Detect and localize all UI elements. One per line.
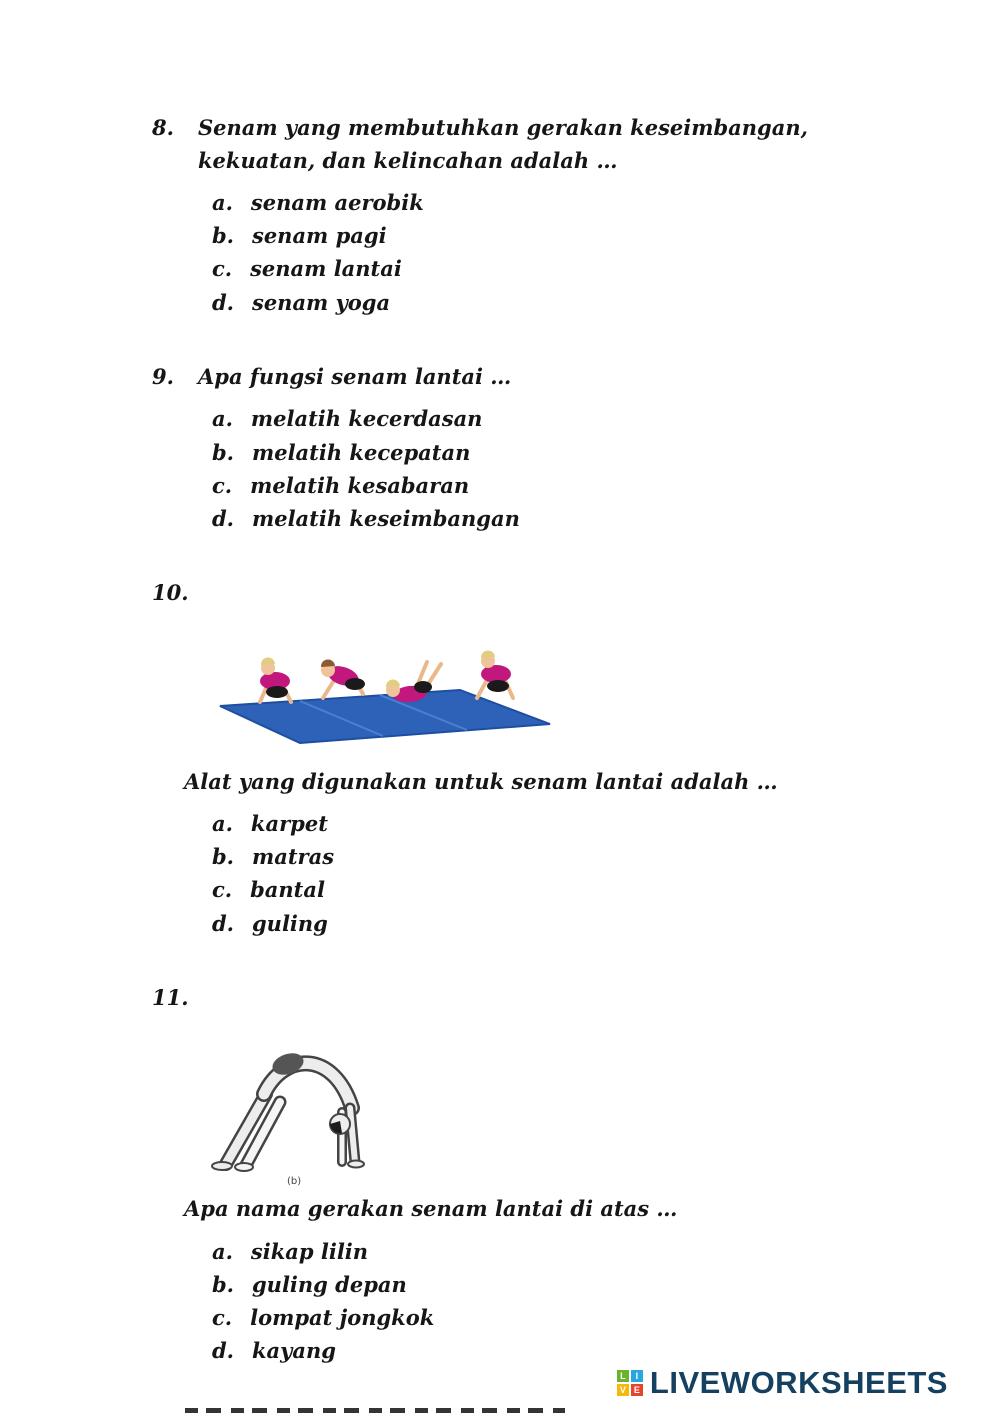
liveworksheets-grid-icon — [617, 1370, 643, 1396]
brand-text: LIVEWORKSHEETS — [649, 1365, 948, 1400]
option-label: matras — [252, 844, 335, 870]
logo-letter-i: I — [631, 1370, 643, 1382]
option-c[interactable] — [212, 1301, 872, 1334]
option-b[interactable] — [212, 219, 872, 252]
gymnastics-photo — [205, 624, 872, 748]
option-c[interactable] — [212, 469, 872, 502]
question-text: Senam yang membutuhkan gerakan keseimbangan, kekuatan, dan kelincahan adalah … — [198, 115, 808, 173]
image-caption: (b) — [287, 1176, 302, 1188]
option-letter: d. — [212, 289, 234, 315]
question-11 — [152, 982, 872, 1368]
option-letter: a. — [212, 406, 233, 432]
option-letter: b. — [212, 223, 234, 249]
option-letter: d. — [212, 1338, 234, 1364]
options-list — [212, 1235, 872, 1368]
option-label: melatih kecerdasan — [250, 406, 483, 432]
option-label: melatih keseimbangan — [252, 505, 520, 531]
option-label: guling depan — [252, 1272, 407, 1298]
option-d[interactable] — [212, 907, 872, 940]
option-d[interactable] — [212, 286, 872, 319]
kayang-bridge-line-drawing-image — [192, 1022, 407, 1172]
gymnastics-kids-on-blue-mat-image — [205, 624, 555, 744]
question-number: 8. — [152, 115, 174, 140]
question-number: 11. — [152, 984, 189, 1010]
option-letter: d. — [212, 910, 234, 936]
option-label: bantal — [250, 877, 325, 903]
logo-letter-l: L — [617, 1370, 629, 1382]
option-letter: a. — [212, 190, 233, 216]
option-label: senam pagi — [252, 223, 387, 249]
question-number: 9. — [152, 363, 174, 389]
option-letter: c. — [212, 256, 233, 282]
option-letter: a. — [212, 811, 233, 837]
option-label: guling — [252, 910, 328, 936]
option-a[interactable] — [212, 1235, 872, 1268]
option-letter: c. — [212, 877, 233, 903]
question-number: 10. — [152, 580, 189, 606]
option-letter: b. — [212, 844, 234, 870]
option-b[interactable] — [212, 840, 872, 873]
question-text: Alat yang digunakan untuk senam lantai adalah … — [184, 768, 778, 794]
option-d[interactable] — [212, 502, 872, 535]
option-label: senam aerobik — [250, 190, 424, 216]
option-letter: d. — [212, 505, 234, 531]
options-list — [212, 807, 872, 940]
kayang-drawing — [192, 1022, 872, 1187]
option-label: senam lantai — [250, 256, 402, 282]
questions-area — [152, 112, 872, 1410]
option-label: melatih kecepatan — [252, 439, 471, 465]
option-letter: a. — [212, 1238, 233, 1264]
option-label: sikap lilin — [250, 1238, 369, 1264]
option-label: karpet — [250, 811, 328, 837]
option-label: melatih kesabaran — [250, 472, 470, 498]
option-letter: b. — [212, 1272, 234, 1298]
question-10 — [152, 577, 872, 940]
option-label: kayang — [252, 1338, 336, 1364]
question-text: Apa nama gerakan senam lantai di atas … — [184, 1196, 678, 1222]
option-c[interactable] — [212, 873, 872, 906]
liveworksheets-logo[interactable] — [617, 1365, 948, 1401]
options-list — [212, 402, 872, 535]
question-8 — [152, 112, 872, 319]
options-list — [212, 186, 872, 319]
option-a[interactable] — [212, 807, 872, 840]
option-c[interactable] — [212, 252, 872, 285]
option-b[interactable] — [212, 1268, 872, 1301]
option-letter: b. — [212, 439, 234, 465]
logo-letter-e: E — [631, 1384, 643, 1396]
cut-off-text-fragment — [185, 1408, 565, 1413]
question-text: Apa fungsi senam lantai … — [198, 363, 512, 389]
option-letter: c. — [212, 1305, 233, 1331]
option-label: lompat jongkok — [250, 1305, 435, 1331]
option-d[interactable] — [212, 1334, 872, 1367]
option-label: senam yoga — [252, 289, 391, 315]
option-b[interactable] — [212, 436, 872, 469]
option-letter: c. — [212, 472, 233, 498]
logo-letter-v: V — [617, 1384, 629, 1396]
question-9 — [152, 361, 872, 535]
option-a[interactable] — [212, 186, 872, 219]
option-a[interactable] — [212, 402, 872, 435]
